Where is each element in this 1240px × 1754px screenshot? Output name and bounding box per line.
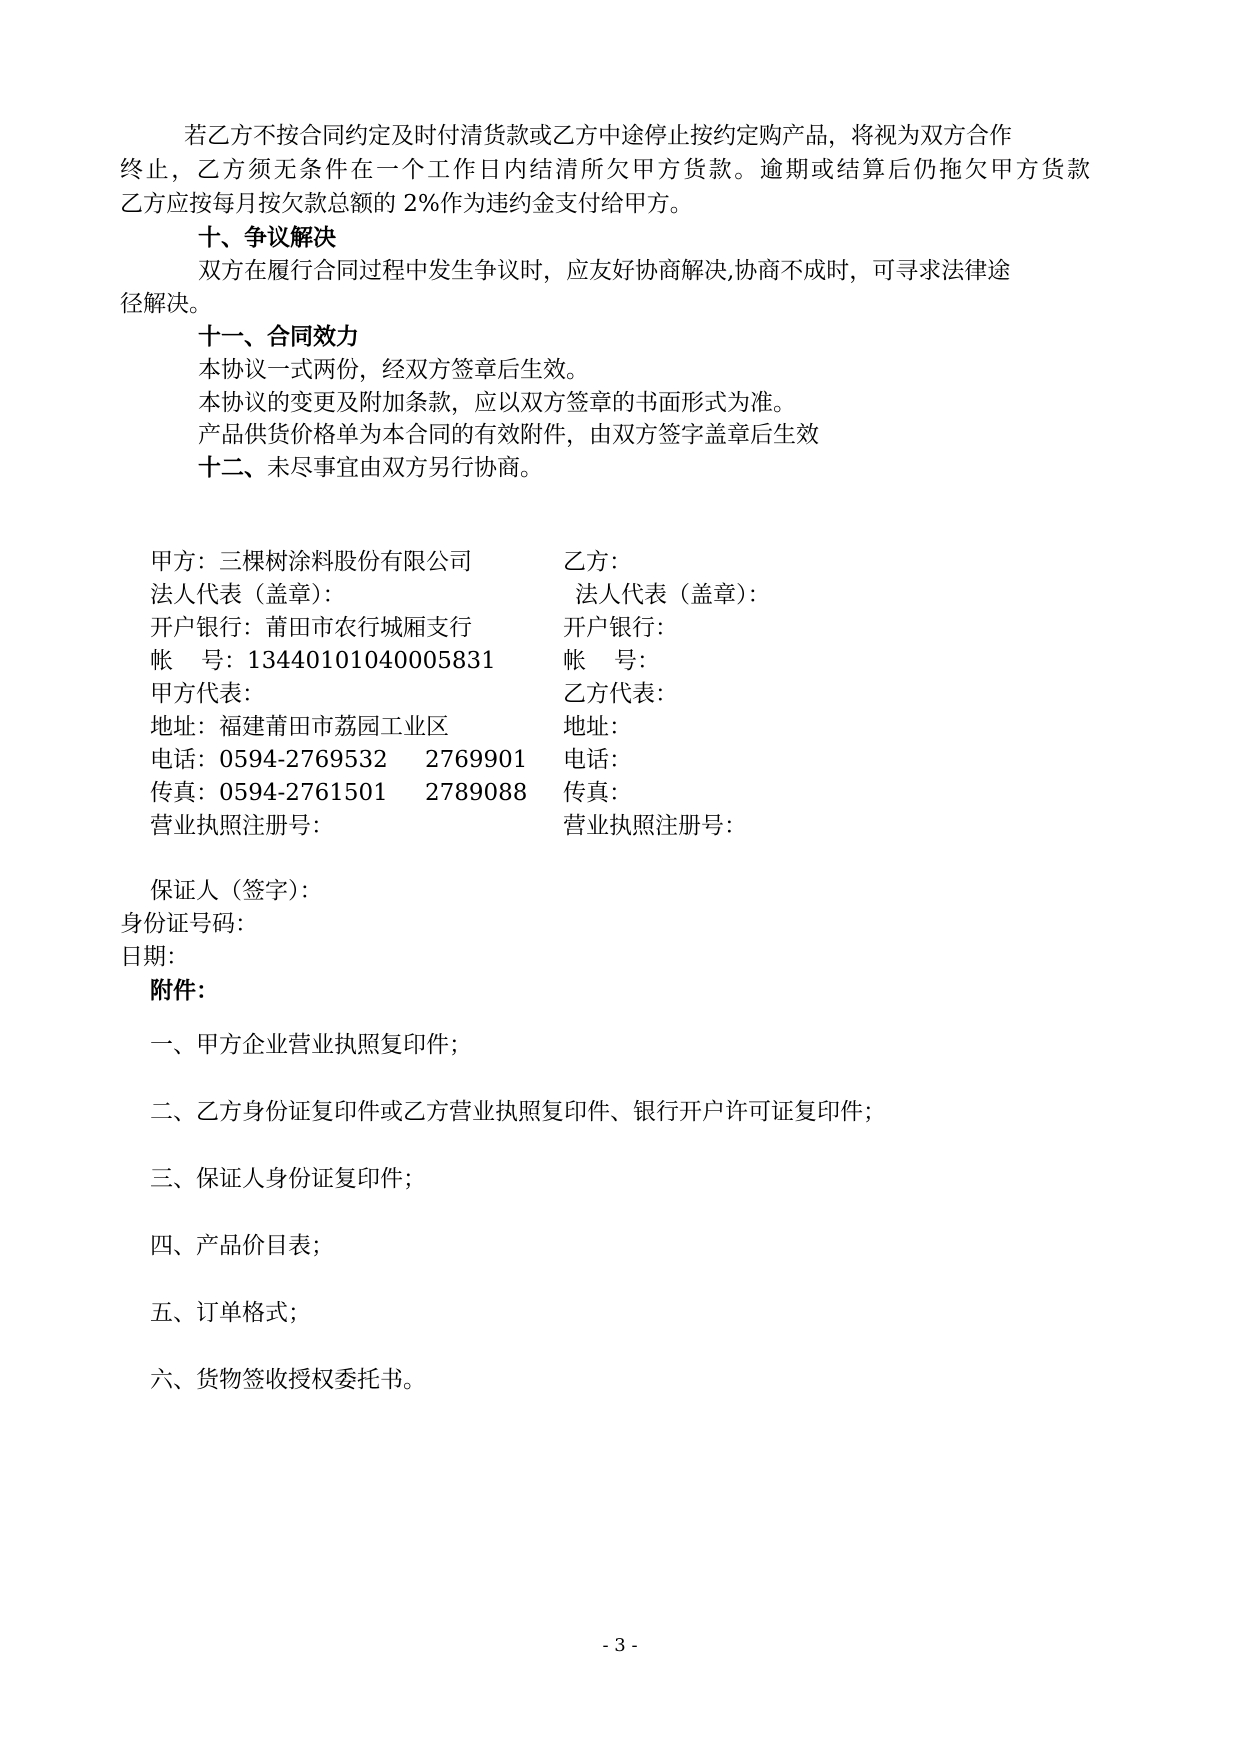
section-heading: 十一、合同效力 xyxy=(198,324,359,350)
page-number: - 3 - xyxy=(602,1635,638,1656)
paragraph-line: 终止，乙方须无条件在一个工作日内结清所欠甲方货款。逾期或结算后仍拖欠甲方货款 xyxy=(120,157,1090,183)
clause-item: 本协议的变更及附加条款，应以双方签章的书面形式为准。 xyxy=(198,390,796,416)
paragraph-line: 双方在履行合同过程中发生争议时，应友好协商解决,协商不成时，可寻求法律途 xyxy=(198,258,1011,284)
attachment-item: 六、货物签收授权委托书。 xyxy=(150,1367,426,1393)
guarantor-id-number: 身份证号码： xyxy=(120,911,258,937)
paragraph-line: 径解决。 xyxy=(120,291,212,317)
section-heading: 十、争议解决 xyxy=(198,225,336,251)
party-b-rep: 乙方代表： xyxy=(563,681,678,707)
account-colon: ： xyxy=(224,648,247,674)
attachment-item: 五、订单格式； xyxy=(150,1300,311,1326)
attachment-item: 二、乙方身份证复印件或乙方营业执照复印件、银行开户许可证复印件； xyxy=(150,1099,886,1125)
party-a-name: 甲方：三棵树涂料股份有限公司 xyxy=(150,549,472,575)
section-text: 未尽事宜由双方另行协商。 xyxy=(267,455,543,481)
party-b-phone: 电话： xyxy=(563,747,632,773)
paragraph-line: 若乙方不按合同约定及时付清货款或乙方中途停止按约定购产品，将视为双方合作 xyxy=(184,123,1012,149)
party-a-phone-2: 2769901 xyxy=(425,747,528,773)
guarantor-date: 日期： xyxy=(120,944,189,970)
party-b-address: 地址： xyxy=(563,714,632,740)
guarantor-signature: 保证人（签字）： xyxy=(150,878,323,904)
attachment-item: 一、甲方企业营业执照复印件； xyxy=(150,1032,472,1058)
party-a-bank: 开户银行：莆田市农行城厢支行 xyxy=(150,615,472,641)
party-b-license: 营业执照注册号： xyxy=(563,813,747,839)
section-12 xyxy=(198,452,543,484)
paragraph-line: 乙方应按每月按欠款总额的 2%作为违约金支付给甲方。 xyxy=(120,191,693,217)
party-b-legal-rep: 法人代表（盖章）： xyxy=(575,582,771,608)
party-a-license: 营业执照注册号： xyxy=(150,813,334,839)
account-label: 帐 号 xyxy=(150,648,224,674)
party-a-rep: 甲方代表： xyxy=(150,681,265,707)
clause-item: 产品供货价格单为本合同的有效附件，由双方签字盖章后生效 xyxy=(198,422,819,448)
party-b-fax: 传真： xyxy=(563,780,632,806)
clause-item: 本协议一式两份，经双方签章后生效。 xyxy=(198,357,589,383)
party-b-bank: 开户银行： xyxy=(563,615,678,641)
party-b-name: 乙方： xyxy=(563,549,632,575)
party-b-account xyxy=(563,645,660,677)
party-a-fax-2: 2789088 xyxy=(425,780,528,806)
attachments-heading: 附件： xyxy=(150,978,219,1004)
party-a-legal-rep: 法人代表（盖章）： xyxy=(150,582,346,608)
attachment-item: 三、保证人身份证复印件； xyxy=(150,1166,426,1192)
party-a-address: 地址：福建莆田市荔园工业区 xyxy=(150,714,449,740)
attachment-item: 四、产品价目表； xyxy=(150,1233,334,1259)
party-a-fax: 传真：0594-2761501 xyxy=(150,780,388,806)
party-a-account xyxy=(150,645,496,677)
account-label: 帐 号 xyxy=(563,648,637,674)
section-heading: 十二、 xyxy=(198,455,267,481)
account-number: 13440101040005831 xyxy=(247,648,496,674)
account-colon: ： xyxy=(637,648,660,674)
party-a-phone: 电话：0594-2769532 xyxy=(150,747,388,773)
